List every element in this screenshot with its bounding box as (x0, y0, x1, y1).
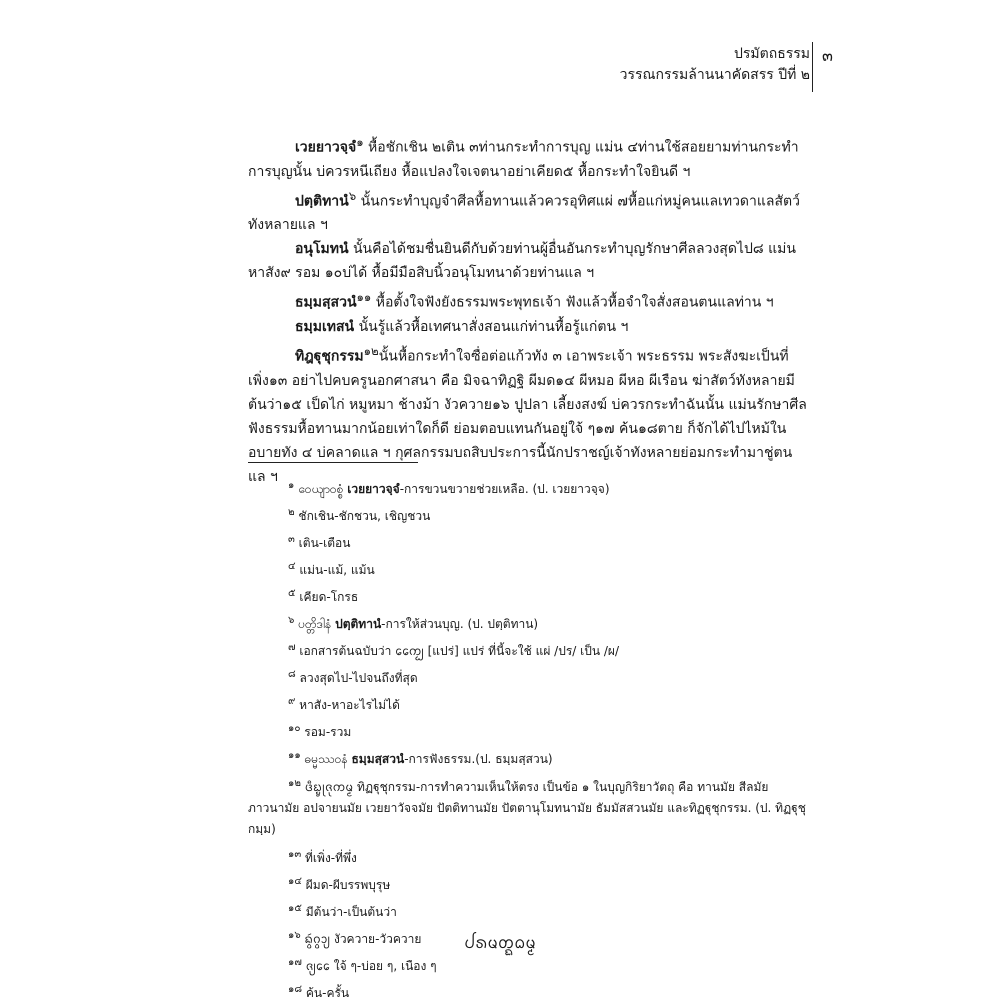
footnote-mark: ๑๒ (363, 343, 379, 358)
footnote-text: ชักเชิน-ชักชวน, เชิญชวน (298, 509, 431, 523)
paragraph-text: หื้อชักเชิน ๒เติน ๓ท่านกระทำการบุญ แม่น ๔ท่านใช้สอยยามท่านกระทำการบุญนั้น บ่ควรหนีเถียง หื้อแปลงใจเจตนาอย่าเคียด๕ หื้อกระทำใจยินดี ฯ (248, 139, 799, 180)
footnote-number: ๘ (288, 669, 296, 680)
footnote-4 (248, 555, 808, 582)
footnotes (248, 474, 808, 1005)
footnote-11 (248, 744, 808, 771)
footnote-number: ๖ (288, 615, 295, 626)
footnote-term: เวยยาวจฺจํ (347, 482, 400, 496)
lanna-script: ᨴᩥᨭ᩠ᨮᩩᨩᩩᨠᨾ᩠ᨾ (304, 780, 354, 794)
header-divider (812, 42, 813, 92)
footnote-text: ที่เพิ่ง-ที่พึ่ง (305, 851, 357, 865)
lanna-script: ᨩ᩠ᨿᩯ (305, 959, 330, 973)
header-series-title: วรรณกรรมล้านนาคัดสรร ปีที่ ๒ (619, 67, 810, 83)
footnote-text: หาสัง-หาอะไรไม่ได้ (299, 698, 400, 712)
term: อนุโมทนํ (295, 241, 349, 258)
term: ธมฺมสฺสวนํ (295, 294, 357, 311)
footnote-14 (248, 870, 808, 897)
lanna-script: ဝေယျာဝစ္စံ (298, 482, 344, 496)
footnote-number: ๑๒ (288, 778, 301, 789)
footnote-9 (248, 690, 808, 717)
footnote-12 (248, 773, 808, 840)
footnote-text: มีต้นว่า-เป็นต้นว่า (305, 905, 397, 919)
footnote-number: ๑๖ (288, 930, 301, 941)
footnote-number: ๒ (288, 507, 295, 518)
footnote-mark: ๑๑ (356, 290, 372, 305)
footnote-text: เอกสารต้นฉบับว่า ᨠᩯ᩠ᨷ [แปร่] แปร่ ที่นี้จะใช้ แผ่ /ปร/ เป็น /ผ/ (299, 644, 619, 658)
term: เวยยาวจฺจํ (295, 139, 357, 156)
footnote-text: -การฟังธรรม.(ป. ธมฺมสฺสวน) (404, 752, 553, 766)
paragraph-text: นั้นคือได้ชมชื่นยินดีกับด้วยท่านผู้อื่นอันกระทำบุญรักษาศีลลวงสุดไป๘ แม่นหาสัง๙ รอม ๑๐บ่ได้ หื้อมีมือสิบนิ้วอนุโมทนาด้วยท่านแล ฯ (248, 241, 796, 282)
footnote-2 (248, 501, 808, 528)
page-number: ๓ (822, 46, 833, 65)
paragraph-text: นั้นหื้อกระทำใจซื่อต่อแก้วทัง ๓ เอาพระเจ้า พระธรรม พระสังฆะเป็นที่เพิ่ง๑๓ อย่าไปคบครูนอกศาสนา คือ มิจฉาทิฏฐิ ผีมด๑๔ ผีหมอ ผีหอ ผีเรือน ฆ่าสัตว์ทังหลายมีต้นว่า๑๕ เป็ดไก่ หมูหมา ช้างม้า งัวควาย๑๖ ปูปลา เลี้ยงสงฆ์ บ่ควรกระทำฉันนั้น แม่นรักษาศีลฟังธรรมหื้อทานมากน้อยเท่าใดก็ดี ย่อมตอบแทนกันอยู่ใจ้ ๆ๑๗ ค้น๑๘ตาย ก็จักได้ไปไหม้ในอบายทัง ๔ บ่คลาดแล ฯ กุศลกรรมบถสิบประการนี้นักปราชญ์เจ้าทังหลายย่อมกระทำมาชู่ตนแล ฯ (248, 348, 807, 485)
footnote-18 (248, 978, 808, 1005)
header-book-title: ปรมัตถธรรม (733, 46, 810, 62)
body-text (248, 130, 808, 489)
footnote-number: ๔ (288, 561, 296, 572)
lanna-script: ဓမ္မဿဝနံ (304, 752, 348, 766)
footnote-1 (248, 474, 808, 501)
term: ทิฎฐุชุกรรม (295, 348, 364, 365)
footnote-5 (248, 582, 808, 609)
footnote-text: -การให้ส่วนบุญ. (ป. ปตฺติทาน) (381, 617, 539, 631)
footnote-number: ๙ (288, 696, 296, 707)
footnote-number: ๑ (288, 480, 295, 491)
footnote-number: ๑๐ (288, 723, 301, 734)
footnote-10 (248, 717, 808, 744)
footnote-text: ใจ้ ๆ-บ่อย ๆ, เนือง ๆ (329, 959, 437, 973)
footnote-number: ๑๓ (288, 849, 302, 860)
paragraph-text: นั้นกระทำบุญจำศีลหื้อทานแล้วควรอุทิศแผ่ ๗หื้อแก่หมู่คนแลเทวดาแลสัตว์ทังหลายแล ฯ (248, 193, 800, 234)
footnote-text: -การขวนขวายช่วยเหลือ. (ป. เวยยาวจฺจ) (399, 482, 610, 496)
paragraph-text: หื้อตั้งใจฟังยังธรรมพระพุทธเจ้า ฟังแล้วหื้อจำใจสั่งสอนตนแลท่าน ฯ (371, 294, 774, 311)
footnote-number: ๑๑ (288, 750, 301, 761)
lanna-script: ပတ္တိဒါနံ (298, 617, 332, 631)
footnote-number: ๑๕ (288, 903, 302, 914)
running-footer-lanna-title: ᨸᩁᨾᨲ᩠ᨳᨵᨾ᩠ᨾ (464, 933, 536, 952)
paragraph-ditthujukamma (248, 339, 808, 489)
footnote-text: แม่น-แม้, แม้น (299, 563, 375, 577)
footnote-text: ทิฏฐุชุกรรม-การทำความเห็นให้ตรง เป็นข้อ ๑ ในบุญกิริยาวัตถุ คือ ทานมัย สีลมัย ภาวนามัย อปจายนมัย เวยยาวัจจมัย ปัตติทานมัย ปัตตานุโมทนามัย ธัมมัสสวนมัย และทิฏฐุชุกรรม. (ป. ทิฏฐุชุกมฺม) (248, 780, 806, 836)
footnote-text: ลวงสุดไป-ไปจนถึงที่สุด (299, 671, 418, 685)
footnote-number: ๑๔ (288, 876, 302, 887)
footnote-term: ธมฺมสฺสวนํ (351, 752, 405, 766)
lanna-script: ᨦ᩠ᩅᩢᨣ᩠ᩅᩣ᩠ᨿ (304, 932, 331, 946)
footnote-6 (248, 609, 808, 636)
paragraph-text: นั้นรู้แล้วหื้อเทศนาสั่งสอนแก่ท่านหื้อรู้แก่ตน ฯ (354, 318, 629, 335)
paragraph-dhammassavana (248, 285, 808, 315)
footnote-text: รอม-รวม (304, 725, 352, 739)
footnote-number: ๓ (288, 534, 295, 545)
paragraph-dhammadesana (248, 315, 808, 339)
footnote-text: เคียด-โกรธ (299, 590, 359, 604)
footnote-text: เติน-เตือน (298, 536, 351, 550)
footnote-7 (248, 636, 808, 663)
footnote-mark: ๖ (348, 188, 357, 203)
footnote-8 (248, 663, 808, 690)
footnote-15 (248, 897, 808, 924)
footnote-divider (248, 462, 418, 463)
paragraph-anumodana (248, 237, 808, 285)
running-header (620, 44, 810, 86)
footnote-text: ค้น-ครั้น (305, 986, 350, 1000)
footnote-3 (248, 528, 808, 555)
footnote-number: ๕ (288, 588, 296, 599)
footnote-number: ๗ (288, 642, 296, 653)
footnote-13 (248, 843, 808, 870)
footnote-text: ผีมด-ผีบรรพบุรุษ (305, 878, 391, 892)
paragraph-pattidana (248, 184, 808, 238)
footnote-mark: ๑ (356, 135, 364, 149)
footnote-number: ๑๗ (288, 957, 302, 968)
footnote-text: งัวควาย-วัวควาย (330, 932, 422, 946)
paragraph-veyyavacca (248, 130, 808, 184)
term: ปตฺติทานํ (295, 193, 349, 210)
footnote-term: ปตฺติทานํ (335, 617, 382, 631)
term: ธมฺมเทสนํ (295, 318, 355, 335)
footnote-number: ๑๘ (288, 984, 303, 995)
